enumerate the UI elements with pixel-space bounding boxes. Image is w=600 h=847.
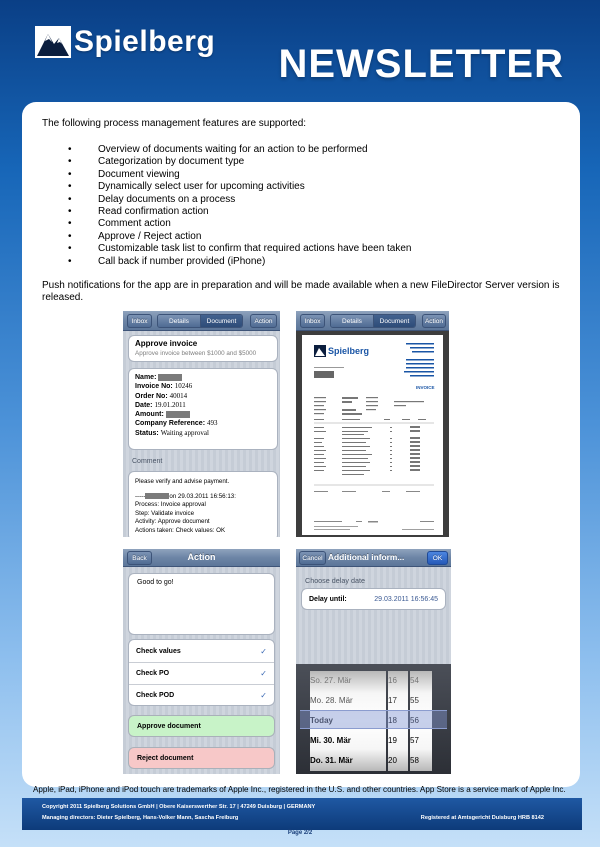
comment-line: Please verify and advise payment. [135,478,230,485]
feature-item: • Categorization by document type [68,156,412,168]
footer [22,798,582,830]
nav-bar [123,549,280,567]
tab-document[interactable]: Document [373,315,415,327]
cancel-button[interactable]: Cancel [299,551,326,565]
field-amount: Amount: [135,410,277,419]
action-button[interactable]: Action [250,314,277,328]
footer-register: Registered at Amtsgericht Duisburg HRB 8142 [420,815,544,821]
check-item[interactable]: Check POD ✓ [129,684,274,706]
checkmark-icon: ✓ [260,646,267,656]
checkmark-icon: ✓ [260,691,267,700]
feature-item: • Call back if number provided (iPhone) [68,256,412,268]
field-company-ref: Company Reference: 493 [135,419,218,428]
newsletter-title: NEWSLETTER [278,42,564,86]
feature-item: • Delay documents on a process [68,194,412,206]
page-number: Page 2/2 [287,830,313,836]
screenshot-invoice-comment [123,454,280,537]
mountain-logo-icon [34,24,72,60]
back-button[interactable]: Back [127,551,152,565]
tab-details[interactable]: Details [331,315,373,327]
inbox-button[interactable]: Inbox [127,314,152,328]
segmented-control [157,314,243,328]
footer-directors: Managing directors: Dieter Spielberg, Hans-Volker Mann, Sascha Freiburg [42,815,239,821]
check-item[interactable]: Check values ✓ [136,646,267,656]
comment-card [128,471,278,537]
date-picker[interactable] [296,664,451,774]
feature-list [68,144,412,268]
screen-title: Action [187,552,216,562]
spielberg-logo [34,24,215,60]
delay-field[interactable] [301,588,446,610]
comment-line: Process: Invoice approval [135,501,206,509]
inbox-button[interactable]: Inbox [300,314,325,328]
field-status: Status: Waiting approval [135,428,209,437]
comment-textarea[interactable] [128,573,275,635]
invoice-fields-card [128,368,278,450]
field-invoice-no: Invoice No: 10246 [135,382,193,391]
day-wheel[interactable]: So. 27. Mär Mo. 28. Mär Today Mi. 30. Mär Do. 31. Mär [310,671,386,771]
invoice-heading: INVOICE [416,385,435,390]
reject-document-button[interactable]: Reject document [128,747,275,769]
push-note: Push notifications for the app are in preparation and will be made available when a new FileDirector Server version is released. [42,280,560,303]
delay-label: Delay until: [309,595,347,603]
invoice-logo-text: Spielberg [328,346,370,356]
field-date: Date: 19.01.2011 [135,400,186,409]
task-subtitle: Approve invoice between $1000 and $5000 [135,350,257,357]
field-order-no: Order No: 40014 [135,391,188,400]
brand-name: Spielberg [74,25,216,58]
comment-line: ----- on 29.03.2011 16:56:13: [135,492,236,500]
screen-title: Additional inform... [328,552,405,562]
picker-selection-bar [300,710,447,729]
task-title: Approve invoice [135,339,198,348]
feature-item: • Document viewing [68,169,412,181]
screenshot-action [123,549,280,774]
feature-item: • Approve / Reject action [68,231,412,243]
comment-line: Activity: Approve document [135,518,210,526]
task-card[interactable] [128,335,278,362]
redacted-block [158,374,182,381]
redacted-block [166,411,190,418]
invoice-document-preview [302,335,443,535]
check-item[interactable]: Check PO ✓ [129,662,274,684]
section-label: Choose delay date [305,576,365,585]
approve-document-button[interactable]: Approve document [128,715,275,737]
header [0,0,600,100]
tab-details[interactable]: Details [158,315,200,327]
ok-button[interactable]: OK [427,551,448,565]
invoice-document-image [302,335,443,532]
delay-value: 29.03.2011 16:56:45 [374,595,438,603]
feature-item: • Overview of documents waiting for an action to be performed [68,144,412,156]
comment-header: Comment [132,458,163,465]
comment-text: Good to go! [137,579,174,586]
screenshot-delay-picker [296,549,451,774]
nav-bar [123,311,280,331]
feature-item: • Comment action [68,218,412,230]
tab-document[interactable]: Document [200,315,242,327]
minute-wheel[interactable]: 54 55 56 57 58 [410,671,432,771]
field-name: Name: [135,373,277,382]
redacted-block [145,493,169,499]
segmented-control [330,314,416,328]
intro-text: The following process management features are supported: [42,118,307,129]
checklist [128,639,275,706]
trademark-note: Apple, iPad, iPhone and iPod touch are trademarks of Apple Inc., registered in the U.S. and other countries. App Store is a service mark of Apple Inc. [33,785,566,794]
nav-bar [296,311,449,331]
feature-item: • Read confirmation action [68,206,412,218]
action-button[interactable]: Action [422,314,446,328]
comment-line: Step: Validate invoice [135,509,195,517]
feature-item: • Customizable task list to confirm that required actions have been taken [68,243,412,255]
footer-address: Copyright 2011 Spielberg Solutions GmbH | Obere Kaiserswerther Str. 17 | 47249 Duisburg | GERMANY [42,804,316,810]
nav-bar [296,549,451,567]
comment-line: Actions taken: Check values: OK [135,526,226,534]
feature-item: • Dynamically select user for upcoming activities [68,181,412,193]
checkmark-icon: ✓ [260,669,267,678]
screenshot-document-view [296,311,449,537]
hour-wheel[interactable]: 16 17 18 19 20 [388,671,408,771]
screenshot-invoice-details [123,311,280,454]
